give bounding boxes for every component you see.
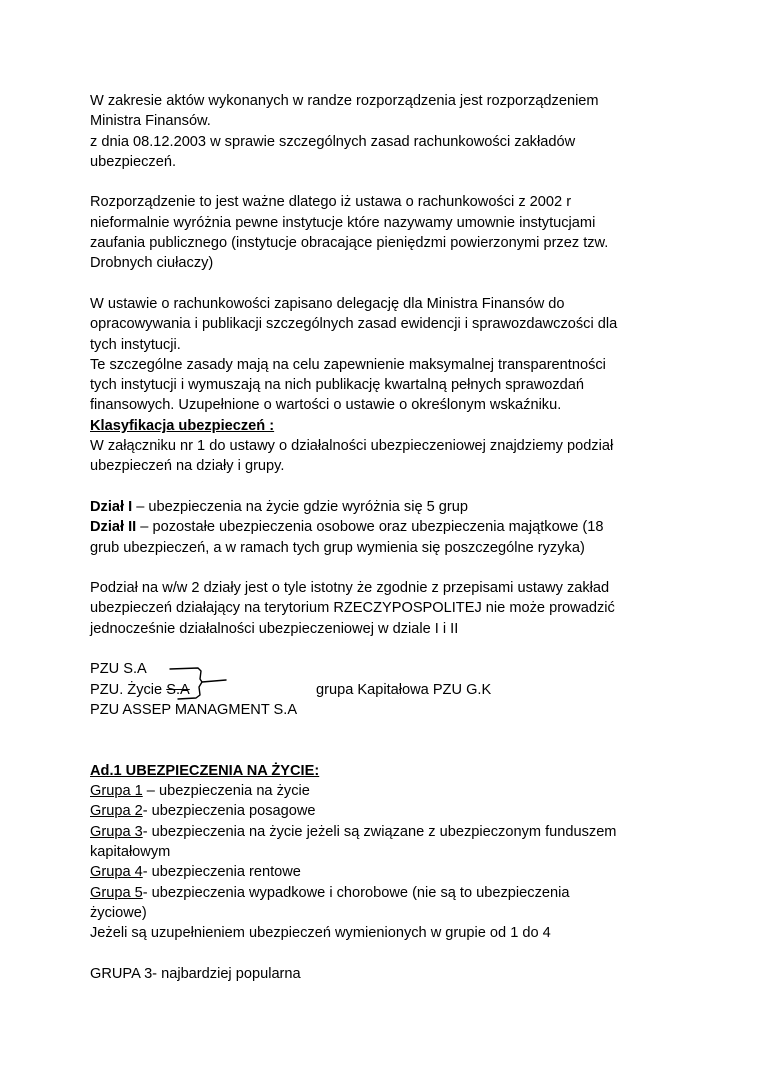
- document-body: [90, 91, 710, 984]
- text-line: jednocześnie działalności ubezpieczeniowej w dziale I i II: [90, 620, 459, 637]
- pzu-zycie-label: PZU. Życie: [90, 681, 167, 698]
- division-1-label: Dział I: [90, 498, 133, 515]
- group-2-label: Grupa 2: [90, 803, 143, 820]
- group-5-text: - ubezpieczenia wypadkowe i chorobowe (nie są to ubezpieczenia: [142, 884, 570, 901]
- text-line: kapitałowym: [90, 843, 171, 860]
- text-line: Ministra Finansów.: [90, 113, 211, 130]
- division-2-line: [90, 517, 710, 537]
- text-line: PZU S.A: [90, 661, 147, 678]
- pzu-zycie-row: [90, 680, 710, 700]
- group-5-line: [90, 883, 710, 903]
- group-4-text: - ubezpieczenia rentowe: [142, 864, 301, 881]
- group-3-label: Grupa 3: [90, 823, 143, 840]
- handwritten-brace-icon: [168, 665, 228, 705]
- section-heading: Klasyfikacja ubezpieczeń :: [90, 417, 275, 434]
- group-4-line: [90, 862, 710, 882]
- group-1-text: – ubezpieczenia na życie: [142, 783, 310, 800]
- spacer: [90, 558, 710, 578]
- group-2-text: - ubezpieczenia posagowe: [142, 803, 316, 820]
- text-line: Jeżeli są uzupełnieniem ubezpieczeń wymienionych w grupie od 1 do 4: [90, 925, 551, 942]
- group-2-line: [90, 801, 710, 821]
- paragraph-delegation: [90, 294, 710, 416]
- text-line: W ustawie o rachunkowości zapisano delegację dla Ministra Finansów do: [90, 295, 565, 312]
- text-line: nieformalnie wyróżnia pewne instytucje które nazywamy umownie instytucjami: [90, 214, 596, 231]
- spacer: [90, 172, 710, 192]
- paragraph-regulation: [90, 91, 710, 172]
- group-5-label: Grupa 5: [90, 884, 143, 901]
- text-line: opracowywania i publikacji szczególnych zasad ewidencji i sprawozdawczości dla: [90, 316, 618, 333]
- section-classification: [90, 416, 710, 477]
- text-line: z dnia 08.12.2003 w sprawie szczególnych zasad rachunkowości zakładów: [90, 133, 576, 150]
- section-heading: Ad.1 UBEZPIECZENIA NA ŻYCIE:: [90, 762, 320, 779]
- text-line: ubezpieczeń.: [90, 153, 177, 170]
- text-line: Rozporządzenie to jest ważne dlatego iż ustawa o rachunkowości z 2002 r: [90, 194, 572, 211]
- group-4-label: Grupa 4: [90, 864, 143, 881]
- text-line: PZU ASSEP MANAGMENT S.A: [90, 701, 298, 718]
- group-1-label: Grupa 1: [90, 783, 143, 800]
- spacer: [90, 477, 710, 497]
- spacer: [90, 943, 710, 963]
- text-line: tych instytucji.: [90, 336, 181, 353]
- paragraph-importance: [90, 192, 710, 273]
- group-3-text: - ubezpieczenia na życie jeżeli są związane z ubezpieczonym funduszem: [142, 823, 617, 840]
- spacer: [90, 639, 710, 659]
- text-line: GRUPA 3- najbardziej popularna: [90, 965, 301, 982]
- text-line: W załączniku nr 1 do ustawy o działalności ubezpieczeniowej znajdziemy podział: [90, 438, 614, 455]
- text-line: W zakresie aktów wykonanych w randze rozporządzenia jest rozporządzeniem: [90, 93, 599, 109]
- spacer: [90, 274, 710, 294]
- group-1-line: [90, 781, 710, 801]
- text-line: Te szczególne zasady mają na celu zapewnienie maksymalnej transparentności: [90, 356, 606, 373]
- group-3-line: [90, 822, 710, 842]
- division-2-text: – pozostałe ubezpieczenia osobowe oraz ubezpieczenia majątkowe (18: [136, 519, 604, 536]
- text-line: tych instytucji i wymuszają na nich publikację kwartalną pełnych sprawozdań: [90, 377, 584, 394]
- text-line: Podział na w/w 2 działy jest o tyle istotny że zgodnie z przepisami ustawy zakład: [90, 580, 610, 597]
- paragraph-division-rule: [90, 578, 710, 639]
- text-line: ubezpieczeń działający na terytorium RZECZYPOSPOLITEJ nie może prowadzić: [90, 600, 615, 617]
- text-line: ubezpieczeń na działy i grupy.: [90, 458, 285, 475]
- section-life-insurance: [90, 761, 710, 944]
- division-1-text: – ubezpieczenia na życie gdzie wyróżnia się 5 grup: [132, 498, 469, 515]
- capital-group-label: grupa Kapitałowa PZU G.K: [316, 681, 492, 698]
- section-divisions: [90, 497, 710, 558]
- text-line: życiowe): [90, 904, 147, 921]
- section-pzu-group: [90, 659, 710, 720]
- text-line: grub ubezpieczeń, a w ramach tych grup wymienia się poszczególne ryzyka): [90, 539, 585, 556]
- spacer: [90, 720, 710, 761]
- text-line: Drobnych ciułaczy): [90, 255, 214, 272]
- division-2-label: Dział II: [90, 519, 137, 536]
- text-line: zaufania publicznego (instytucje obracające pieniędzmi powierzonymi przez tzw.: [90, 235, 609, 252]
- pzu-zycie-struck-suffix: S.A: [166, 681, 190, 698]
- division-1-line: [90, 497, 710, 517]
- text-line: finansowych. Uzupełnione o wartości o ustawie o określonym wskaźniku.: [90, 397, 562, 414]
